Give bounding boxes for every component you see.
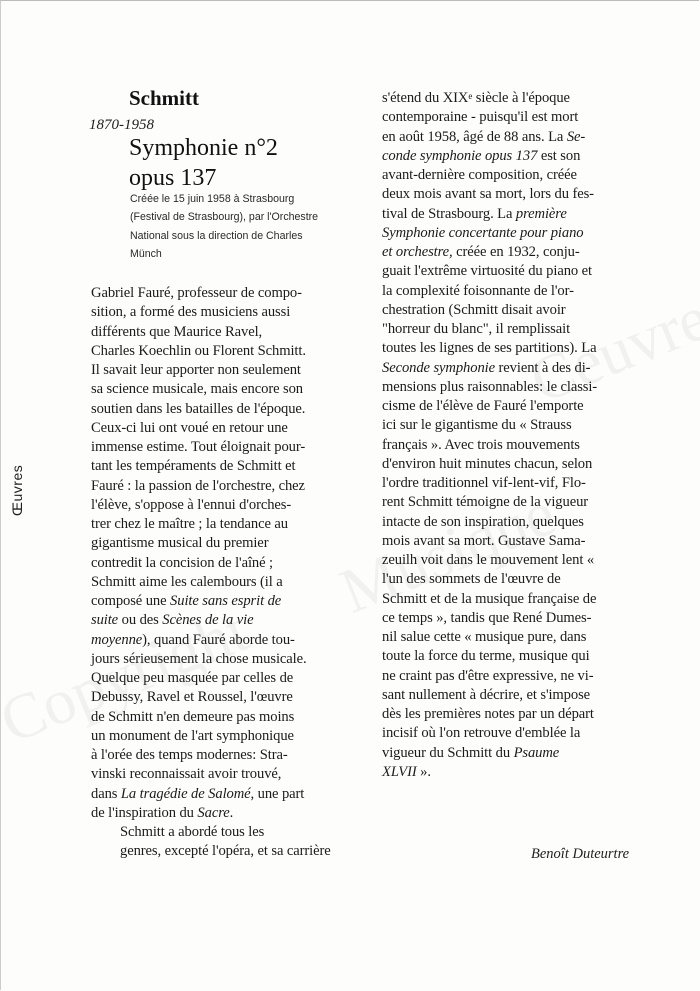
- italic-text-run: Seconde symphonie: [382, 359, 495, 376]
- text-line: [91, 515, 331, 534]
- text-run: en août 1958, âgé de 88 ans. La: [382, 128, 567, 145]
- text-run: Gabriel Fauré, professeur de compo-: [91, 285, 302, 301]
- text-run: Schmitt aime les calembours (il a: [91, 573, 283, 590]
- work-title: [129, 133, 278, 193]
- text-run: sa science musicale, mais encore son: [91, 381, 303, 398]
- text-run: mois avant sa mort. Gustave Sama-: [382, 532, 586, 549]
- text-line: [91, 804, 331, 823]
- text-line: [382, 185, 597, 204]
- text-run: Schmitt a abordé tous les: [120, 824, 265, 840]
- premiere-line: (Festival de Strasbourg), par l'Orchestre: [130, 211, 319, 224]
- text-run: zeuilh voit dans le mouvement lent «: [382, 552, 595, 568]
- work-title-line: opus 137: [129, 165, 217, 191]
- text-line: [382, 359, 597, 378]
- premiere-line: National sous la direction de Charles: [130, 229, 303, 242]
- text-run: trer chez le maître ; la tendance au: [91, 516, 288, 532]
- text-run: un monument de l'art symphonique: [91, 727, 294, 744]
- text-line: [382, 590, 597, 609]
- premiere-line: Créée le 15 juin 1958 à Strasbourg: [130, 193, 295, 205]
- text-line: [91, 323, 331, 342]
- composer-dates: 1870-1958: [89, 117, 154, 133]
- text-run: toutes les lignes de ses partitions). La: [382, 340, 597, 357]
- text-line: [91, 631, 331, 650]
- text-line: [91, 669, 331, 688]
- author-signature: Benoît Duteurtre: [531, 846, 630, 862]
- text-line: [382, 128, 597, 147]
- text-line: [382, 744, 597, 763]
- text-run: de Schmitt n'en demeure pas moins: [91, 708, 295, 725]
- text-line: [382, 667, 597, 686]
- text-line: [91, 303, 331, 322]
- text-line: [382, 436, 597, 455]
- text-run: Quelque peu masquée par celles de: [91, 670, 294, 686]
- text-run: chestration (Schmitt disait avoir: [382, 301, 566, 318]
- text-line: [382, 147, 597, 166]
- italic-text-run: première: [515, 205, 567, 222]
- italic-text-run: conde symphonie opus 137: [382, 147, 538, 164]
- text-line: [91, 284, 331, 303]
- text-run: Ceux-ci lui ont voué en retour une: [91, 419, 288, 436]
- text-line: [91, 361, 331, 380]
- text-line: [91, 592, 331, 611]
- text-line: [91, 380, 331, 399]
- text-run: s'étend du XIX: [382, 90, 469, 106]
- text-line: [382, 628, 597, 647]
- text-run: Debussy, Ravel et Roussel, l'œuvre: [91, 689, 293, 706]
- text-run: l'un des sommets de l'œuvre de: [382, 571, 561, 588]
- text-line: [382, 609, 597, 628]
- text-run: revient à des di-: [494, 359, 591, 376]
- text-run: créée en 1932, conju-: [452, 244, 580, 260]
- text-run: ne craint pas d'être expressive, ne vi-: [382, 667, 594, 684]
- text-run: intacte de son inspiration, quelques: [382, 513, 584, 530]
- text-run: composé une: [91, 593, 171, 609]
- text-run: la complexité foisonnante de l'or-: [382, 282, 574, 299]
- text-run: .: [229, 804, 234, 821]
- text-run: ), quand Fauré aborde tou-: [142, 631, 295, 648]
- text-run: toute la force du terme, musique qui: [382, 648, 590, 665]
- text-run: ».: [416, 763, 431, 780]
- text-line: [91, 534, 331, 553]
- text-line: [91, 765, 331, 784]
- premiere-note: [130, 190, 360, 264]
- text-run: l'élève, s'oppose à l'ennui d'orches-: [91, 496, 292, 513]
- section-label: Œuvres: [9, 464, 25, 516]
- text-line: [382, 551, 597, 570]
- text-line: [91, 727, 331, 746]
- text-line: [91, 457, 331, 476]
- text-run: vinski reconnaissait avoir trouvé,: [91, 766, 282, 783]
- text-run: gigantisme musical du premier: [91, 535, 269, 552]
- text-line: [382, 301, 597, 320]
- text-line: [382, 532, 597, 551]
- text-run: genres, excepté l'opéra, et sa carrière: [120, 843, 331, 860]
- text-run: guait l'extrême virtuosité du piano et: [382, 263, 592, 280]
- text-line: [382, 416, 597, 435]
- text-run: est son: [537, 147, 581, 164]
- italic-text-run: Suite sans esprit de: [170, 593, 282, 609]
- text-line: [382, 724, 597, 743]
- article-column-right: [382, 89, 597, 782]
- text-line: [382, 108, 597, 127]
- text-run: Schmitt et de la musique française de: [382, 590, 597, 607]
- text-line: [91, 400, 331, 419]
- text-run: dès les premières notes par un départ: [382, 706, 594, 722]
- text-line: [382, 166, 597, 185]
- italic-text-run: moyenne: [91, 631, 143, 648]
- text-run: incisif où l'on retrouve d'emblée la: [382, 725, 581, 742]
- text-line: [91, 496, 331, 515]
- text-run: immense estime. Tout éloignait pour-: [91, 439, 306, 455]
- italic-text-run: XLVII: [382, 763, 417, 780]
- text-line: [91, 823, 331, 842]
- italic-text-run: et orchestre,: [382, 244, 453, 260]
- premiere-line: Münch: [130, 248, 162, 261]
- text-run: siècle à l'époque: [472, 90, 570, 106]
- text-run: rent Schmitt témoigne de la vigueur: [382, 494, 589, 511]
- composer-name: Schmitt: [129, 86, 199, 110]
- text-line: [91, 688, 331, 707]
- text-line: [382, 224, 597, 243]
- text-run: tival de Strasbourg. La: [382, 205, 516, 222]
- text-run: Fauré : la passion de l'orchestre, chez: [91, 477, 305, 494]
- text-run: français ». Avec trois mouvements: [382, 436, 580, 453]
- text-run: jours sérieusement la chose musicale.: [91, 650, 307, 667]
- text-run: , une part: [250, 785, 305, 802]
- text-line: [382, 493, 597, 512]
- text-run: Il savait leur apporter non seulement: [91, 362, 301, 378]
- text-line: [382, 282, 597, 301]
- italic-text-run: La tragédie de Salomé: [120, 785, 251, 802]
- text-line: [382, 513, 597, 532]
- text-line: [382, 763, 597, 782]
- text-run: l'ordre traditionnel vif-lent-vif, Flo-: [382, 475, 586, 491]
- text-run: de l'inspiration du: [91, 804, 198, 821]
- text-line: [382, 378, 597, 397]
- text-line: [382, 570, 597, 589]
- text-line: [91, 342, 331, 361]
- text-line: [382, 705, 597, 724]
- article-column-left: [91, 284, 331, 862]
- text-run: d'environ huit minutes chacun, selon: [382, 455, 593, 472]
- text-line: [91, 650, 331, 669]
- italic-text-run: Se-: [566, 128, 586, 145]
- text-line: [382, 455, 597, 474]
- text-run: Charles Koechlin ou Florent Schmitt.: [91, 342, 306, 359]
- text-line: [382, 89, 597, 108]
- text-line: [382, 339, 597, 358]
- text-line: [91, 842, 331, 861]
- text-line: [382, 397, 597, 416]
- text-line: [91, 438, 331, 457]
- work-title-line: Symphonie n°2: [129, 135, 278, 161]
- text-line: [91, 611, 331, 630]
- text-run: à l'orée des temps modernes: Stra-: [91, 747, 288, 763]
- text-run: cisme de l'élève de Fauré l'emporte: [382, 398, 584, 414]
- text-line: [382, 686, 597, 705]
- text-run: ici sur le gigantisme du « Strauss: [382, 417, 572, 434]
- text-line: [91, 785, 331, 804]
- text-run: soutien dans les batailles de l'époque.: [91, 400, 306, 417]
- text-run: contredit la concision de l'aîné ;: [91, 554, 273, 571]
- text-run: dans: [91, 785, 121, 802]
- italic-text-run: Sacre: [197, 804, 230, 821]
- text-run: "horreur du blanc", il remplissait: [382, 321, 571, 337]
- text-run: tant les tempéraments de Schmitt et: [91, 458, 296, 475]
- text-run: sant nullement à décrire, et s'impose: [382, 686, 591, 703]
- text-line: [91, 419, 331, 438]
- text-line: [91, 477, 331, 496]
- text-line: [382, 320, 597, 339]
- italic-text-run: suite: [91, 612, 119, 629]
- text-line: [382, 647, 597, 666]
- text-line: [91, 554, 331, 573]
- text-line: [382, 474, 597, 493]
- italic-text-run: Scènes de la vie: [162, 612, 254, 629]
- text-run: ou des: [118, 612, 163, 629]
- text-line: [382, 205, 597, 224]
- text-line: [91, 708, 331, 727]
- text-run: e: [468, 91, 473, 101]
- text-run: différents que Maurice Ravel,: [91, 323, 263, 340]
- italic-text-run: Psaume: [513, 744, 560, 761]
- text-run: sition, a formé des musiciens aussi: [91, 304, 291, 321]
- text-run: ce temps », tandis que René Dumes-: [382, 609, 592, 626]
- text-run: contemporaine - puisqu'il est mort: [382, 109, 579, 126]
- italic-text-run: Symphonie concertante pour piano: [382, 224, 584, 241]
- text-line: [382, 262, 597, 281]
- text-run: mensions plus raisonnables: le classi-: [382, 378, 598, 395]
- text-line: [91, 746, 331, 765]
- text-run: avant-dernière composition, créée: [382, 167, 577, 183]
- text-run: nil salue cette « musique pure, dans: [382, 629, 587, 645]
- text-run: deux mois avant sa mort, lors du fes-: [382, 186, 594, 203]
- text-line: [382, 243, 597, 262]
- text-run: vigueur du Schmitt du: [382, 744, 514, 761]
- text-line: [91, 573, 331, 592]
